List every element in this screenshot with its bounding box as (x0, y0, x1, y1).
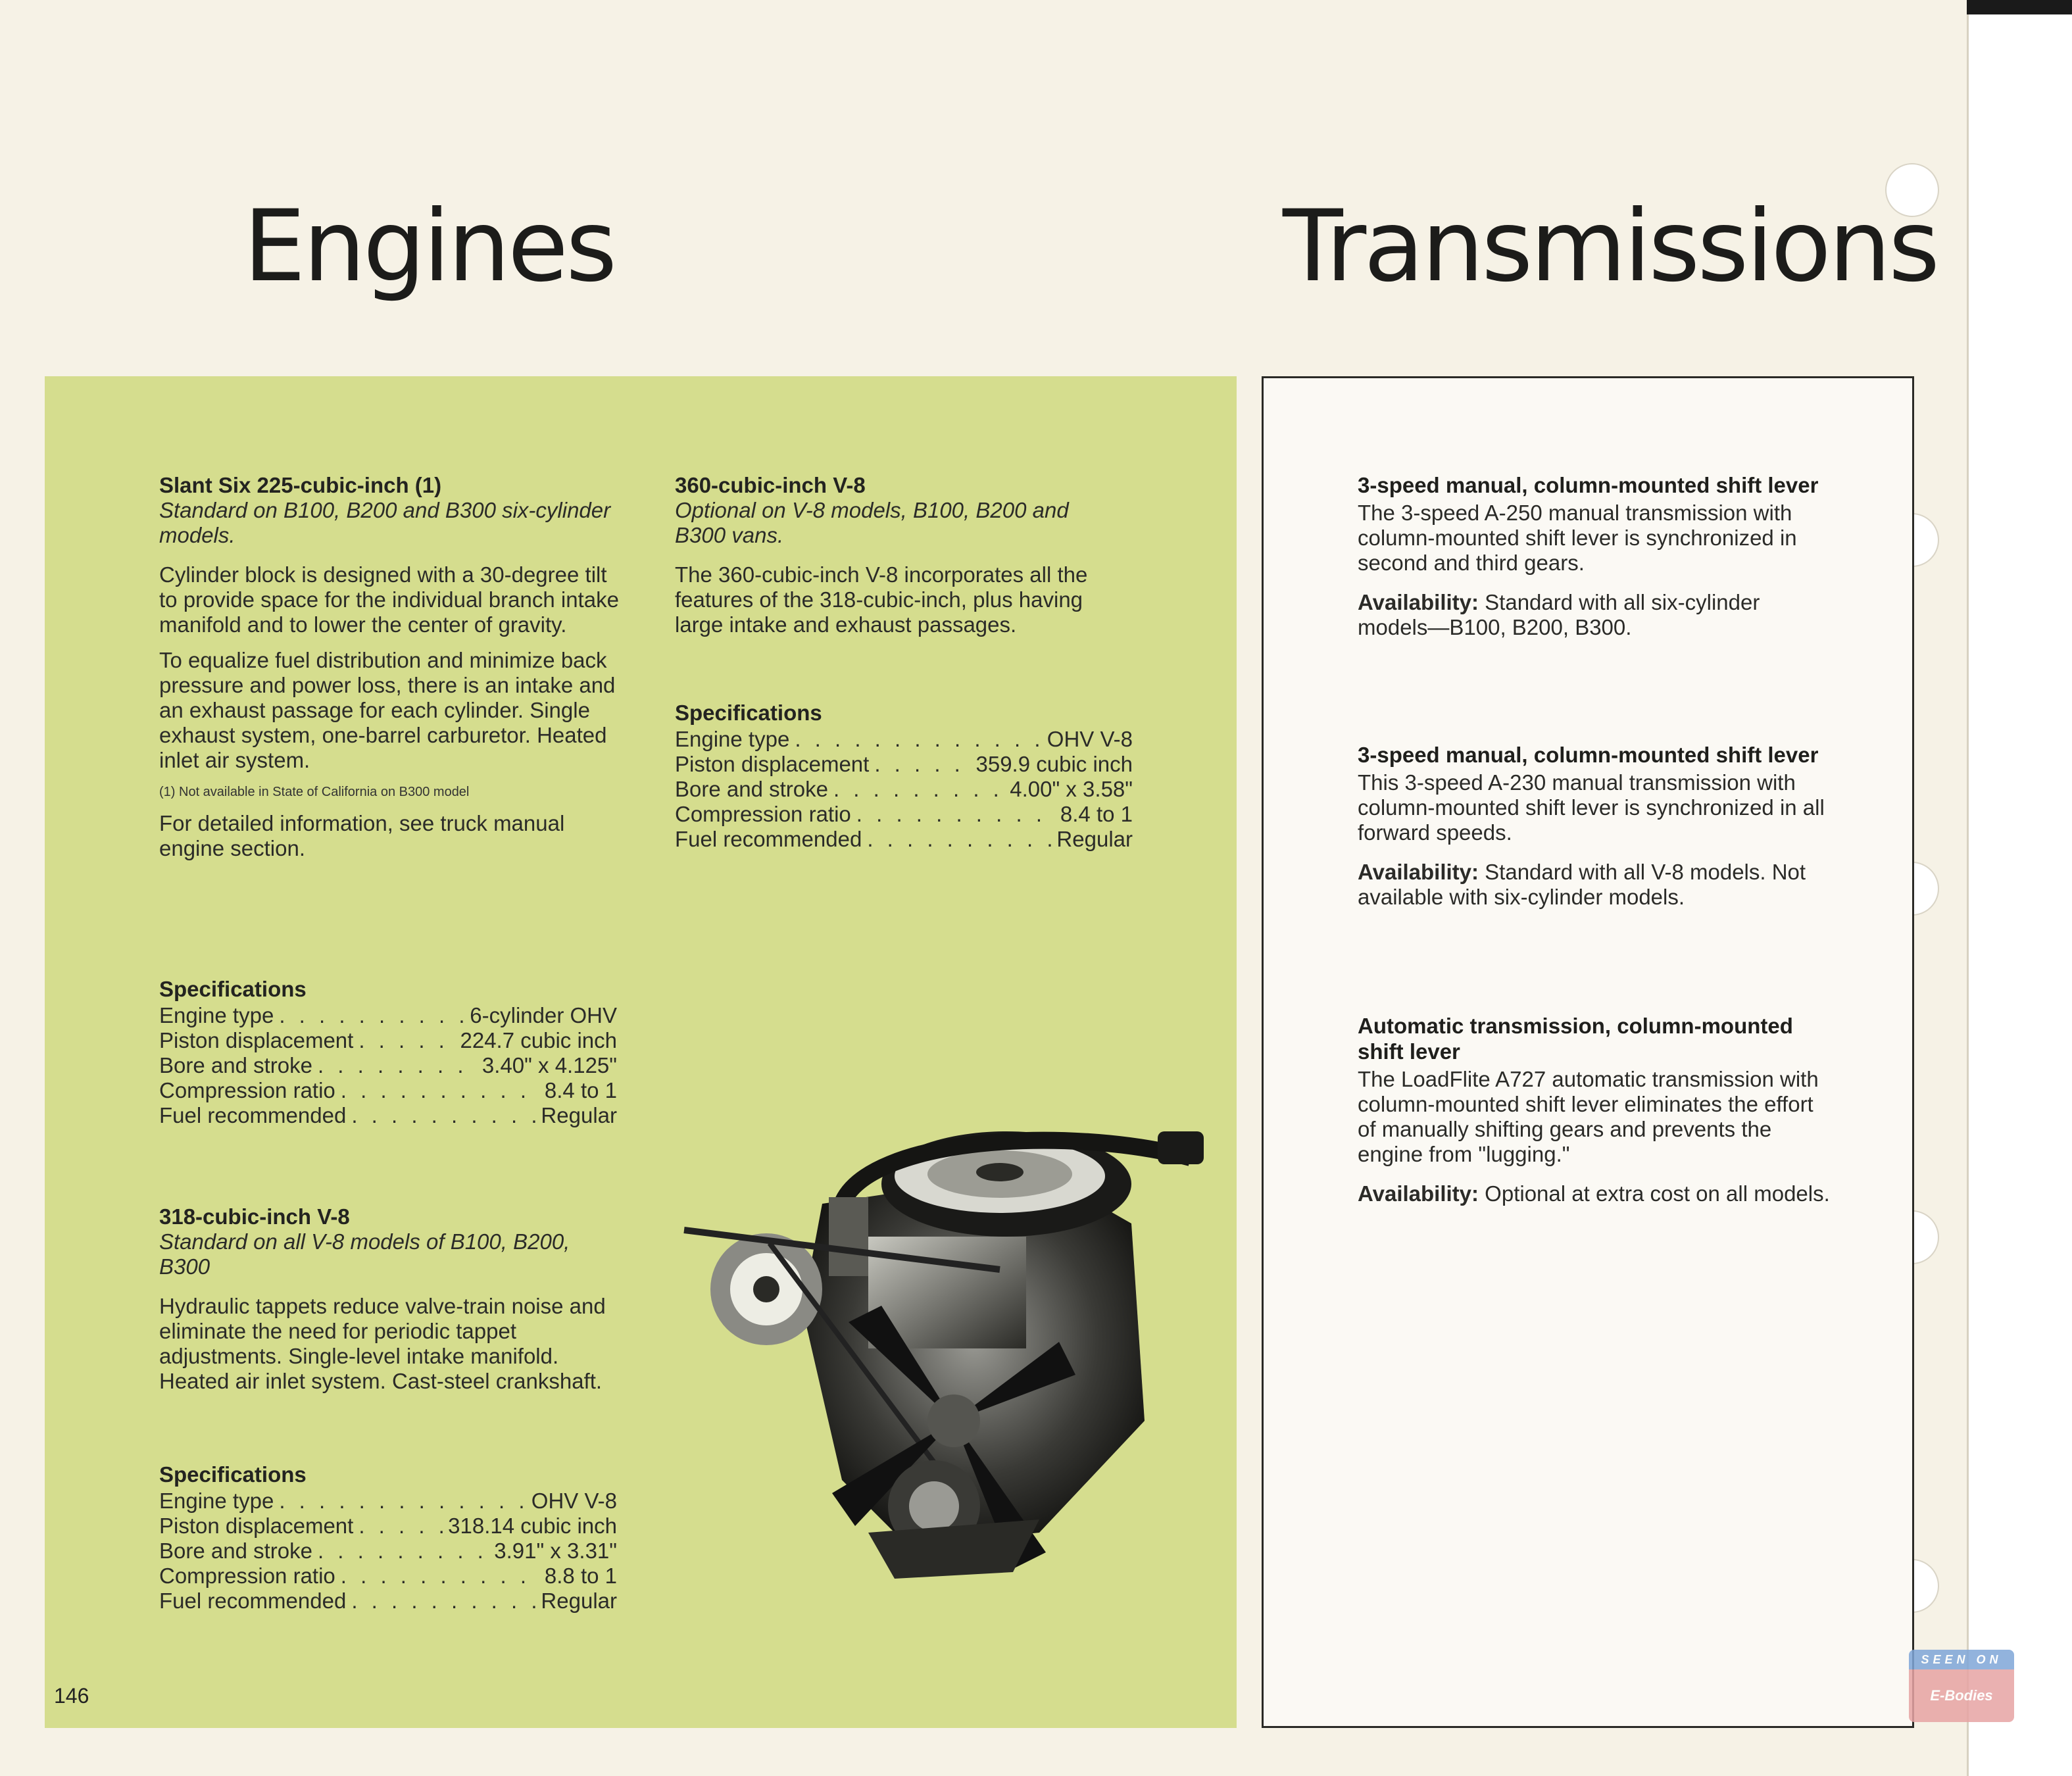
spec-value: 224.7 cubic inch (460, 1028, 617, 1052)
slant-six-specs (159, 976, 617, 1128)
section-title: 360-cubic-inch V-8 (675, 473, 866, 497)
spec-label: Bore and stroke (675, 777, 828, 801)
spec-value: 8.4 to 1 (544, 1078, 617, 1102)
spec-value: OHV V-8 (1047, 727, 1133, 751)
section-subtitle: Standard on all V-8 models of B100, B200, B300 (159, 1229, 570, 1279)
engine-illustration (671, 1112, 1210, 1592)
spec-row (159, 1539, 617, 1564)
spec-label: Compression ratio (675, 802, 851, 826)
spec-value: 8.4 to 1 (1060, 802, 1133, 826)
page-edge (1967, 0, 2072, 1776)
spec-leader (795, 727, 1041, 752)
paragraph: For detailed information, see truck manual engine section. (159, 811, 565, 860)
spec-leader (318, 1053, 477, 1078)
spec-value: OHV V-8 (531, 1489, 617, 1513)
spec-row (159, 1053, 617, 1078)
section-title: Slant Six 225-cubic-inch (1) (159, 473, 442, 497)
section-title: 318-cubic-inch V-8 (159, 1204, 350, 1229)
spec-leader (351, 1103, 535, 1128)
spec-label: Fuel recommended (675, 827, 862, 851)
section-subtitle: Optional on V-8 models, B100, B200 and B300 vans. (675, 498, 1069, 547)
spec-row (675, 802, 1133, 827)
spec-label: Compression ratio (159, 1078, 335, 1102)
watermark-logo (1909, 1650, 2014, 1722)
v8-360-section (675, 472, 1122, 637)
spec-leader (833, 777, 1004, 802)
page-number: 146 (54, 1684, 89, 1708)
watermark-bottom: E-Bodies (1909, 1669, 2014, 1722)
engines-heading: Engines (243, 189, 615, 304)
watermark-top: SEEN ON (1909, 1650, 2014, 1669)
v8-318-specs (159, 1462, 617, 1614)
spec-label: Piston displacement (675, 752, 870, 776)
paragraph: Hydraulic tappets reduce valve-train noise and eliminate the need for periodic tappet adjustments. Single-level intake manifold. Heated air inlet system. Cast-steel crankshaft. (159, 1294, 606, 1393)
availability-label: Availability: (1358, 860, 1479, 884)
spec-leader (867, 827, 1051, 852)
availability-label: Availability: (1358, 1181, 1479, 1206)
spec-row (159, 1514, 617, 1539)
trans-title: 3-speed manual, column-mounted shift lever (1358, 473, 1819, 497)
trans-a250 (1358, 472, 1831, 640)
spec-value: 3.91" x 3.31" (494, 1539, 617, 1563)
spec-value: 8.8 to 1 (544, 1564, 617, 1588)
trans-description: This 3-speed A-230 manual transmission with column-mounted shift lever is synchronized in all forward speeds. (1358, 770, 1825, 845)
paragraph: To equalize fuel distribution and minimize back pressure and power loss, there is an intake and an exhaust passage for each cylinder. Single exhaust system, one-barrel carburetor. Heated inlet air system. (159, 648, 616, 772)
spec-leader (358, 1028, 455, 1053)
page-corner (1967, 0, 2072, 14)
spec-leader (318, 1539, 489, 1564)
trans-description: The 3-speed A-250 manual transmission with column-mounted shift lever is synchronized in second and third gears. (1358, 501, 1797, 575)
spec-row (159, 1078, 617, 1103)
spec-label: Fuel recommended (159, 1103, 347, 1127)
spec-leader (341, 1564, 539, 1589)
slant-six-section (159, 472, 620, 861)
spec-row (675, 727, 1133, 752)
spec-leader (856, 802, 1055, 827)
v8-360-specs (675, 700, 1133, 852)
spec-value: 359.9 cubic inch (975, 752, 1133, 776)
spec-row (159, 1589, 617, 1614)
spec-label: Engine type (159, 1003, 274, 1027)
trans-availability (1358, 860, 1831, 910)
trans-availability (1358, 590, 1831, 640)
transmissions-heading: Transmissions (1283, 189, 1938, 304)
spec-row (159, 1103, 617, 1128)
availability-label: Availability: (1358, 590, 1479, 614)
spec-value: 3.40" x 4.125" (481, 1053, 617, 1077)
spec-row (159, 1489, 617, 1514)
spec-label: Engine type (675, 727, 790, 751)
specs-title: Specifications (159, 1462, 307, 1487)
spec-value: Regular (1056, 827, 1133, 851)
spec-value: 318.14 cubic inch (448, 1514, 617, 1538)
specs-title: Specifications (159, 977, 307, 1001)
spec-row (675, 752, 1133, 777)
footnote: (1) Not available in State of California on B300 model (159, 785, 470, 799)
trans-title: Automatic transmission, column-mounted shift lever (1358, 1014, 1793, 1064)
spec-value: 6-cylinder OHV (470, 1003, 617, 1027)
spec-label: Piston displacement (159, 1028, 354, 1052)
spec-label: Piston displacement (159, 1514, 354, 1538)
spec-leader (351, 1589, 535, 1614)
spec-label: Bore and stroke (159, 1539, 312, 1563)
specs-title: Specifications (675, 701, 822, 725)
trans-a230 (1358, 742, 1831, 910)
spec-row (159, 1028, 617, 1053)
availability-text: Standard with all V-8 models. Not available with six-cylinder models. (1358, 860, 1806, 909)
paragraph: Cylinder block is designed with a 30-degree tilt to provide space for the individual branch intake manifold and to lower the center of gravity. (159, 562, 619, 637)
spec-label: Engine type (159, 1489, 274, 1513)
spec-label: Compression ratio (159, 1564, 335, 1588)
spec-leader (358, 1514, 443, 1539)
v8-318-section (159, 1204, 606, 1394)
spec-leader (874, 752, 970, 777)
availability-text: Standard with all six-cylinder models—B100, B200, B300. (1358, 590, 1760, 639)
spec-label: Bore and stroke (159, 1053, 312, 1077)
spec-leader (341, 1078, 539, 1103)
spec-value: Regular (541, 1103, 617, 1127)
spec-label: Fuel recommended (159, 1589, 347, 1613)
section-subtitle: Standard on B100, B200 and B300 six-cylinder models. (159, 498, 611, 547)
trans-a727 (1358, 1013, 1831, 1206)
spec-value: 4.00" x 3.58" (1010, 777, 1133, 801)
spec-row (675, 827, 1133, 852)
spec-value: Regular (541, 1589, 617, 1613)
spec-row (159, 1003, 617, 1028)
paragraph: The 360-cubic-inch V-8 incorporates all the features of the 318-cubic-inch, plus having large intake and exhaust passages. (675, 562, 1088, 637)
spec-row (159, 1564, 617, 1589)
spec-row (675, 777, 1133, 802)
trans-availability (1358, 1181, 1831, 1206)
availability-text: Optional at extra cost on all models. (1479, 1181, 1830, 1206)
spec-leader (279, 1003, 464, 1028)
spec-leader (279, 1489, 526, 1514)
trans-title: 3-speed manual, column-mounted shift lever (1358, 743, 1819, 767)
trans-description: The LoadFlite A727 automatic transmission with column-mounted shift lever eliminates the effort of manually shifting gears and prevents the engine from "lugging." (1358, 1067, 1819, 1166)
